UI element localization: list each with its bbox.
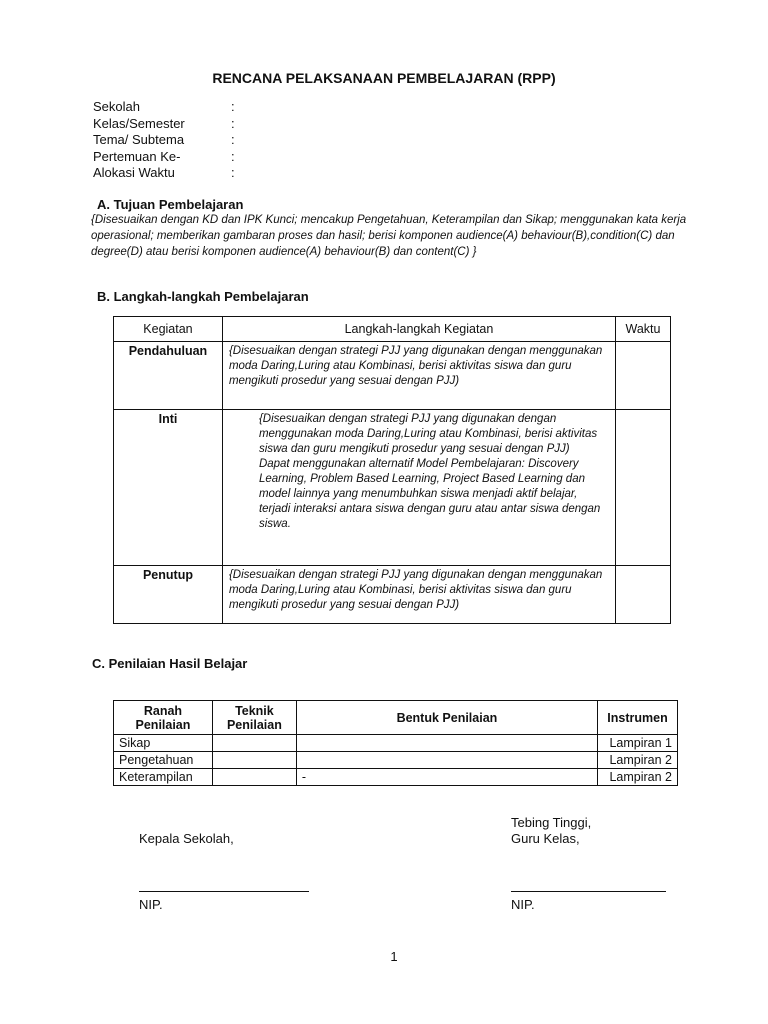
page-number: 1 [390, 949, 398, 964]
signature-teacher-role: Guru Kelas, [511, 831, 580, 846]
identity-separator: : [231, 99, 235, 114]
header-bentuk: Bentuk Penilaian [296, 701, 597, 735]
bentuk-cell [296, 752, 597, 769]
identity-row-sekolah [93, 99, 235, 115]
learning-steps-table [113, 316, 671, 624]
teacher-nip: NIP. [511, 897, 535, 912]
principal-nip: NIP. [139, 897, 163, 912]
table-row [114, 566, 671, 624]
teknik-cell [212, 735, 296, 752]
section-c-heading: C. Penilaian Hasil Belajar [92, 656, 248, 671]
bentuk-cell [296, 735, 597, 752]
ranah-cell: Sikap [114, 735, 213, 752]
principal-signature-line [139, 891, 309, 892]
steps-inti [222, 410, 615, 566]
page-title: RENCANA PELAKSANAAN PEMBELAJARAN (RPP) [212, 70, 556, 86]
kegiatan-pendahuluan: Pendahuluan [114, 342, 223, 410]
kegiatan-inti: Inti [114, 410, 223, 566]
instrumen-cell: Lampiran 2 [598, 752, 678, 769]
section-b-heading: B. Langkah-langkah Pembelajaran [97, 289, 309, 304]
header-teknik: Teknik Penilaian [212, 701, 296, 735]
instrumen-cell: Lampiran 2 [598, 769, 678, 786]
waktu-pendahuluan [616, 342, 671, 410]
identity-label: Alokasi Waktu [93, 165, 175, 180]
kegiatan-penutup: Penutup [114, 566, 223, 624]
identity-separator: : [231, 149, 235, 164]
identity-row-pertemuan [93, 149, 235, 165]
table-header-row [114, 317, 671, 342]
teknik-cell [212, 769, 296, 786]
identity-label: Kelas/Semester [93, 116, 185, 131]
waktu-penutup [616, 566, 671, 624]
table-row [114, 735, 678, 752]
waktu-inti [616, 410, 671, 566]
steps-inti-strategy: {Disesuaikan dengan strategi PJJ yang digunakan dengan menggunakan moda Daring,Luring atau Kombinasi, berisi aktivitas siswa dan guru mengikuti prosedur yang sesuai dengan PJJ) [258, 413, 598, 455]
signature-place: Tebing Tinggi, [511, 815, 592, 830]
section-a-text: {Disesuaikan dengan KD dan IPK Kunci; mencakup Pengetahuan, Keterampilan dan Sikap; menggunakan kata kerja operasional; memberikan gambaran proses dan hasil; berisi komponen audience(A) behaviour(B),condition(C) dan degree(D) atau berisi komponen audience(A) behaviour(B) dan content(C) } [91, 214, 687, 258]
table-row [114, 769, 678, 786]
identity-separator: : [231, 165, 235, 180]
header-kegiatan: Kegiatan [114, 317, 223, 342]
instrumen-cell: Lampiran 1 [598, 735, 678, 752]
section-a-heading: A. Tujuan Pembelajaran [97, 197, 244, 212]
identity-row-alokasi [93, 165, 235, 181]
header-langkah: Langkah-langkah Kegiatan [222, 317, 615, 342]
header-instrumen: Instrumen [598, 701, 678, 735]
identity-separator: : [231, 132, 235, 147]
teknik-cell [212, 752, 296, 769]
table-row [114, 752, 678, 769]
table-header-row [114, 701, 678, 735]
identity-separator: : [231, 116, 235, 131]
bentuk-cell: - [296, 769, 597, 786]
assessment-table [113, 700, 678, 786]
header-waktu: Waktu [616, 317, 671, 342]
ranah-cell: Keterampilan [114, 769, 213, 786]
identity-label: Sekolah [93, 99, 140, 114]
teacher-signature-line [511, 891, 666, 892]
steps-penutup: {Disesuaikan dengan strategi PJJ yang digunakan dengan menggunakan moda Daring,Luring atau Kombinasi, berisi aktivitas siswa dan guru mengikuti prosedur yang sesuai dengan PJJ) [222, 566, 615, 624]
steps-pendahuluan: {Disesuaikan dengan strategi PJJ yang digunakan dengan menggunakan moda Daring,Luring atau Kombinasi, berisi aktivitas siswa dan guru mengikuti prosedur yang sesuai dengan PJJ) [222, 342, 615, 410]
identity-label: Tema/ Subtema [93, 132, 185, 147]
identity-label: Pertemuan Ke- [93, 149, 181, 164]
table-row [114, 342, 671, 410]
table-row [114, 410, 671, 566]
identity-row-kelas [93, 116, 235, 132]
identity-row-tema [93, 132, 235, 148]
steps-inti-model: Dapat menggunakan alternatif Model Pembelajaran: Discovery Learning, Problem Based Learning, Project Based Learning dan model lainnya yang menumbuhkan siswa menjadi aktif belajar, terjadi interaksi antara siswa dengan guru atau antar siswa dengan siswa. [258, 458, 601, 530]
ranah-cell: Pengetahuan [114, 752, 213, 769]
signature-principal-role: Kepala Sekolah, [139, 831, 234, 846]
header-ranah: Ranah Penilaian [114, 701, 213, 735]
